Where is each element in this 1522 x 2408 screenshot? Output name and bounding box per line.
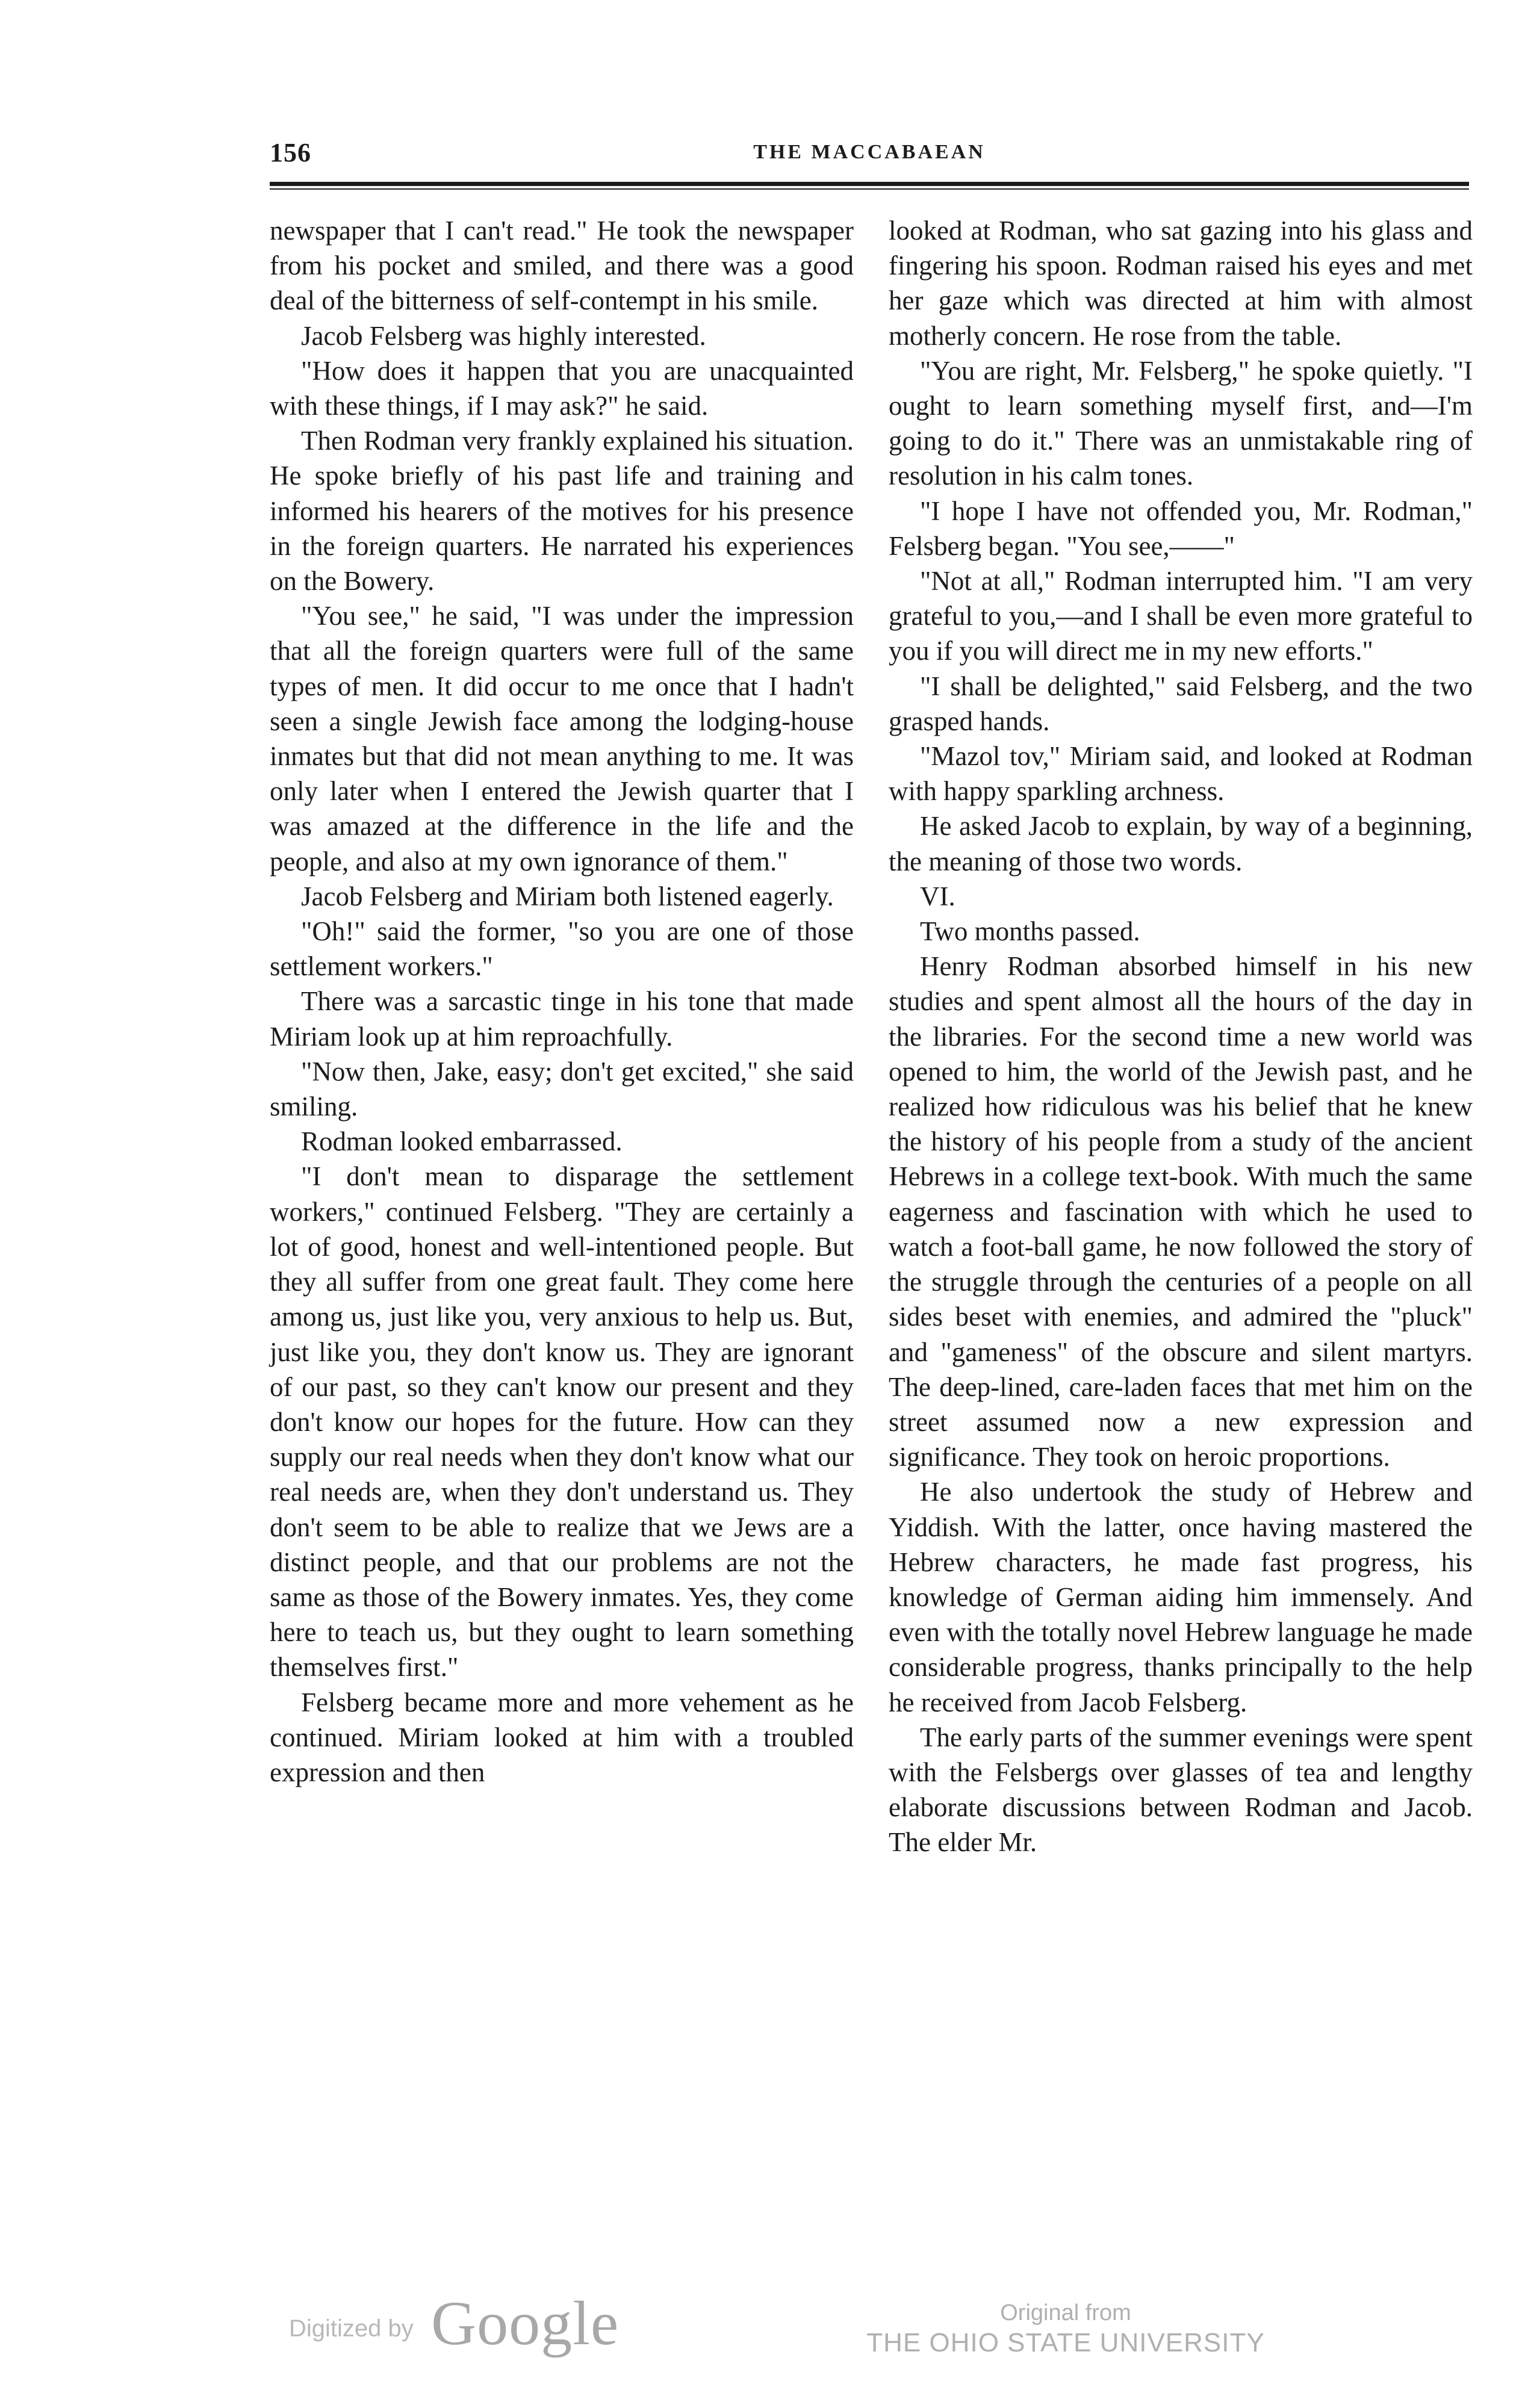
paragraph: Henry Rodman absorbed himself in his new studies and spent almost all the hours of the day in the libraries. For the second time a new world was opened to him, the world of the Jewish past, and he realized how ridiculous was his belief that he knew the history of his people from a study of the ancient Hebrews in a college text-book. With much the same eagerness and fascination with which he used to watch a foot-ball game, he now followed the story of the struggle through the centuries of a people on all sides beset with enemies, and admired the "pluck" and "gameness" of the obscure and silent martyrs. The deep-lined, care-laden faces that met him on the street assumed now a new expression and significance. They took on heroic proportions. [889,951,1473,1472]
header-rule-thick [270,182,1469,186]
digitized-by-watermark [289,2288,626,2358]
google-logo: Google [431,2289,620,2358]
university-label: THE OHIO STATE UNIVERSITY [866,2328,1265,2357]
paragraph: The early parts of the summer evenings were spent with the Felsbergs over glasses of tea and lengthy elaborate discussions between Rodman and Jacob. The elder Mr. [889,1722,1473,1858]
digitized-by-label: Digitized by [289,2315,414,2342]
page-number: 156 [270,138,311,167]
page-header [270,137,1469,176]
paragraph: "How does it happen that you are unacquainted with these things, if I may ask?" he said. [270,355,854,421]
paragraph: looked at Rodman, who sat gazing into his glass and fingering his spoon. Rodman raised his eyes and met her gaze which was directed at him with almost motherly concern. He rose from the table. [889,216,1473,351]
paragraph: "Now then, Jake, easy; don't get excited," she said smiling. [270,1056,854,1122]
paragraph: "I hope I have not offended you, Mr. Rodman," Felsberg began. "You see,——" [889,495,1473,561]
paragraph: "You see," he said, "I was under the impression that all the foreign quarters were full of the same types of men. It did occur to me once that I hadn't seen a single Jewish face among the lodging-house inmates but that did not mean anything to me. It was only later when I entered the Jewish quarter that I was amazed at the difference in the life and the people, and also at my own ignorance of them." [270,601,854,877]
paragraph: Then Rodman very frankly explained his situation. He spoke briefly of his past life and training and informed his hearers of the motives for his presence in the foreign quarters. He narrated his experiences on the Bowery. [270,426,854,597]
header-rule-thin [270,188,1469,190]
paragraph: There was a sarcastic tinge in his tone that made Miriam look up at him reproachfully. [270,986,854,1052]
running-head: THE MACCABAEAN [753,141,986,163]
paragraph: "Oh!" said the former, "so you are one of those settlement workers." [270,916,854,982]
paragraph: "Mazol tov," Miriam said, and looked at Rodman with happy sparkling archness. [889,741,1473,807]
paragraph: He asked Jacob to explain, by way of a beginning, the meaning of those two words. [889,811,1473,877]
left-column [270,213,854,1790]
paragraph: Rodman looked embarrassed. [301,1126,623,1157]
paragraph: newspaper that I can't read." He took the newspaper from his pocket and smiled, and there was a good deal of the bitterness of self-contempt in his smile. [270,216,854,316]
paragraph: "I shall be delighted," said Felsberg, and the two grasped hands. [889,671,1473,736]
right-column [889,213,1473,1860]
paragraph: Jacob Felsberg was highly interested. [301,320,706,351]
source-attribution [855,2298,1276,2359]
paragraph: "You are right, Mr. Felsberg," he spoke quietly. "I ought to learn something myself first, and—I'm going to do it." There was an unmistakable ring of resolution in his calm tones. [889,355,1473,491]
paragraph: "Not at all," Rodman interrupted him. "I am very grateful to you,—and I shall be even more grateful to you if you will direct me in my new efforts." [889,566,1473,666]
paragraph: He also undertook the study of Hebrew and Yiddish. With the latter, once having mastered the Hebrew characters, he made fast progress, his knowledge of German aiding him immensely. And even with the totally novel Hebrew language he made considerable progress, thanks principally to the help he received from Jacob Felsberg. [889,1477,1473,1718]
original-from-label: Original from [1000,2300,1131,2326]
paragraph: Felsberg became more and more vehement as he continued. Miriam looked at him with a troubled expression and then [270,1687,854,1787]
paragraph: "I don't mean to disparage the settlement workers," continued Felsberg. "They are certainly a lot of good, honest and well-intentioned people. But they all suffer from one great fault. They come here among us, just like you, very anxious to help us. But, just like you, they don't know us. They are ignorant of our past, so they can't know our present and they don't know our hopes for the future. How can they supply our real needs when they don't know what our real needs are, when they don't understand us. They don't seem to be able to realize that we Jews are a distinct people, and that our problems are not the same as those of the Bowery inmates. Yes, they come here to teach us, but they ought to learn something themselves first." [270,1161,854,1683]
paragraph: Two months passed. [920,916,1140,947]
section-heading: VI. [920,881,955,911]
paragraph: Jacob Felsberg and Miriam both listened eagerly. [301,881,834,911]
